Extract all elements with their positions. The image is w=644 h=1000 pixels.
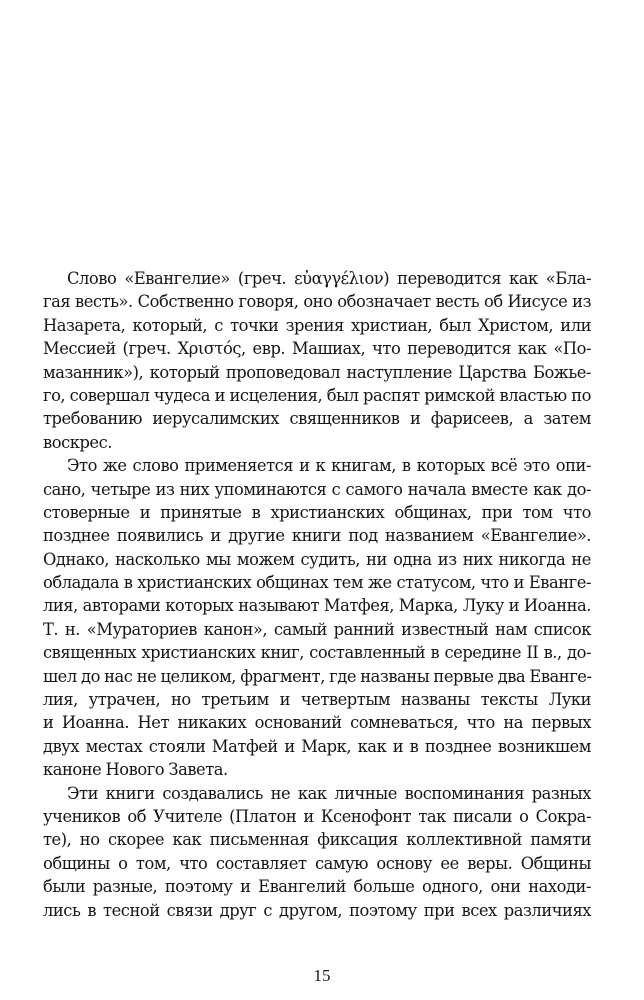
text-line: и Иоанна. Нет никаких оснований сомневаться, что на первых bbox=[43, 713, 591, 733]
text-line: сано, четыре из них упоминаются с самого начала вместе как до- bbox=[43, 479, 591, 499]
text-line: го, совершал чудеса и исцеления, был распят римской властью по bbox=[43, 385, 591, 405]
text-line: стоверные и принятые в христианских общинах, при том что bbox=[43, 502, 591, 522]
text-line: шел до нас не целиком, фрагмент, где названы первые два Еванге- bbox=[43, 666, 592, 686]
text-line: Назарета, который, с точки зрения христиан, был Христом, или bbox=[43, 315, 591, 335]
paragraph-1 bbox=[43, 267, 591, 454]
text-line: каноне Нового Завета. bbox=[43, 760, 228, 780]
text-line: священных христианских книг, составленный в середине II в., до- bbox=[43, 643, 591, 663]
page-number: 15 bbox=[313, 966, 331, 985]
text-line: учеников об Учителе (Платон и Ксенофонт так писали о Сокра- bbox=[43, 806, 591, 826]
text-line: Мессией (греч. Χριστός, евр. Машиах, что переводится как «По- bbox=[43, 339, 591, 359]
text-line: воскрес. bbox=[43, 432, 113, 452]
text-line: были разные, поэтому и Евангелий больше одного, они находи- bbox=[43, 877, 591, 897]
text-line: обладала в христианских общинах тем же статусом, что и Еванге- bbox=[43, 573, 591, 593]
paragraph-3 bbox=[43, 782, 591, 922]
text-line: лись в тесной связи друг с другом, поэтому при всех различиях bbox=[43, 900, 591, 920]
text-line: требованию иерусалимских священников и фарисеев, а затем bbox=[43, 409, 591, 429]
text-line: Эти книги создавались не как личные воспоминания разных bbox=[67, 783, 591, 803]
text-line: лия, утрачен, но третьим и четвертым названы тексты Луки bbox=[43, 690, 591, 710]
text-line: общины о том, что составляет самую основу ее веры. Общины bbox=[43, 853, 591, 873]
text-line: гая весть». Собственно говоря, оно обозначает весть об Иисусе из bbox=[43, 292, 591, 312]
text-line: Это же слово применяется и к книгам, в которых всё это опи- bbox=[67, 456, 591, 476]
text-line: двух местах стояли Матфей и Марк, как и в позднее возникшем bbox=[43, 736, 591, 756]
text-line: Однако, насколько мы можем судить, ни одна из них никогда не bbox=[43, 549, 591, 569]
text-line: мазанник»), который проповедовал наступление Царства Божье- bbox=[43, 362, 591, 382]
text-line: те), но скорее как письменная фиксация коллективной памяти bbox=[43, 830, 591, 850]
text-line: позднее появились и другие книги под названием «Евангелие». bbox=[43, 526, 591, 546]
body-text bbox=[43, 267, 591, 922]
text-line: Т. н. «Мураториев канон», самый ранний известный нам список bbox=[43, 619, 591, 639]
text-line: лия, авторами которых называют Матфея, Марка, Луку и Иоанна. bbox=[43, 596, 591, 616]
paragraph-2 bbox=[43, 454, 591, 781]
text-line: Слово «Евангелие» (греч. εὐαγγέλιον) переводится как «Бла- bbox=[67, 269, 591, 288]
